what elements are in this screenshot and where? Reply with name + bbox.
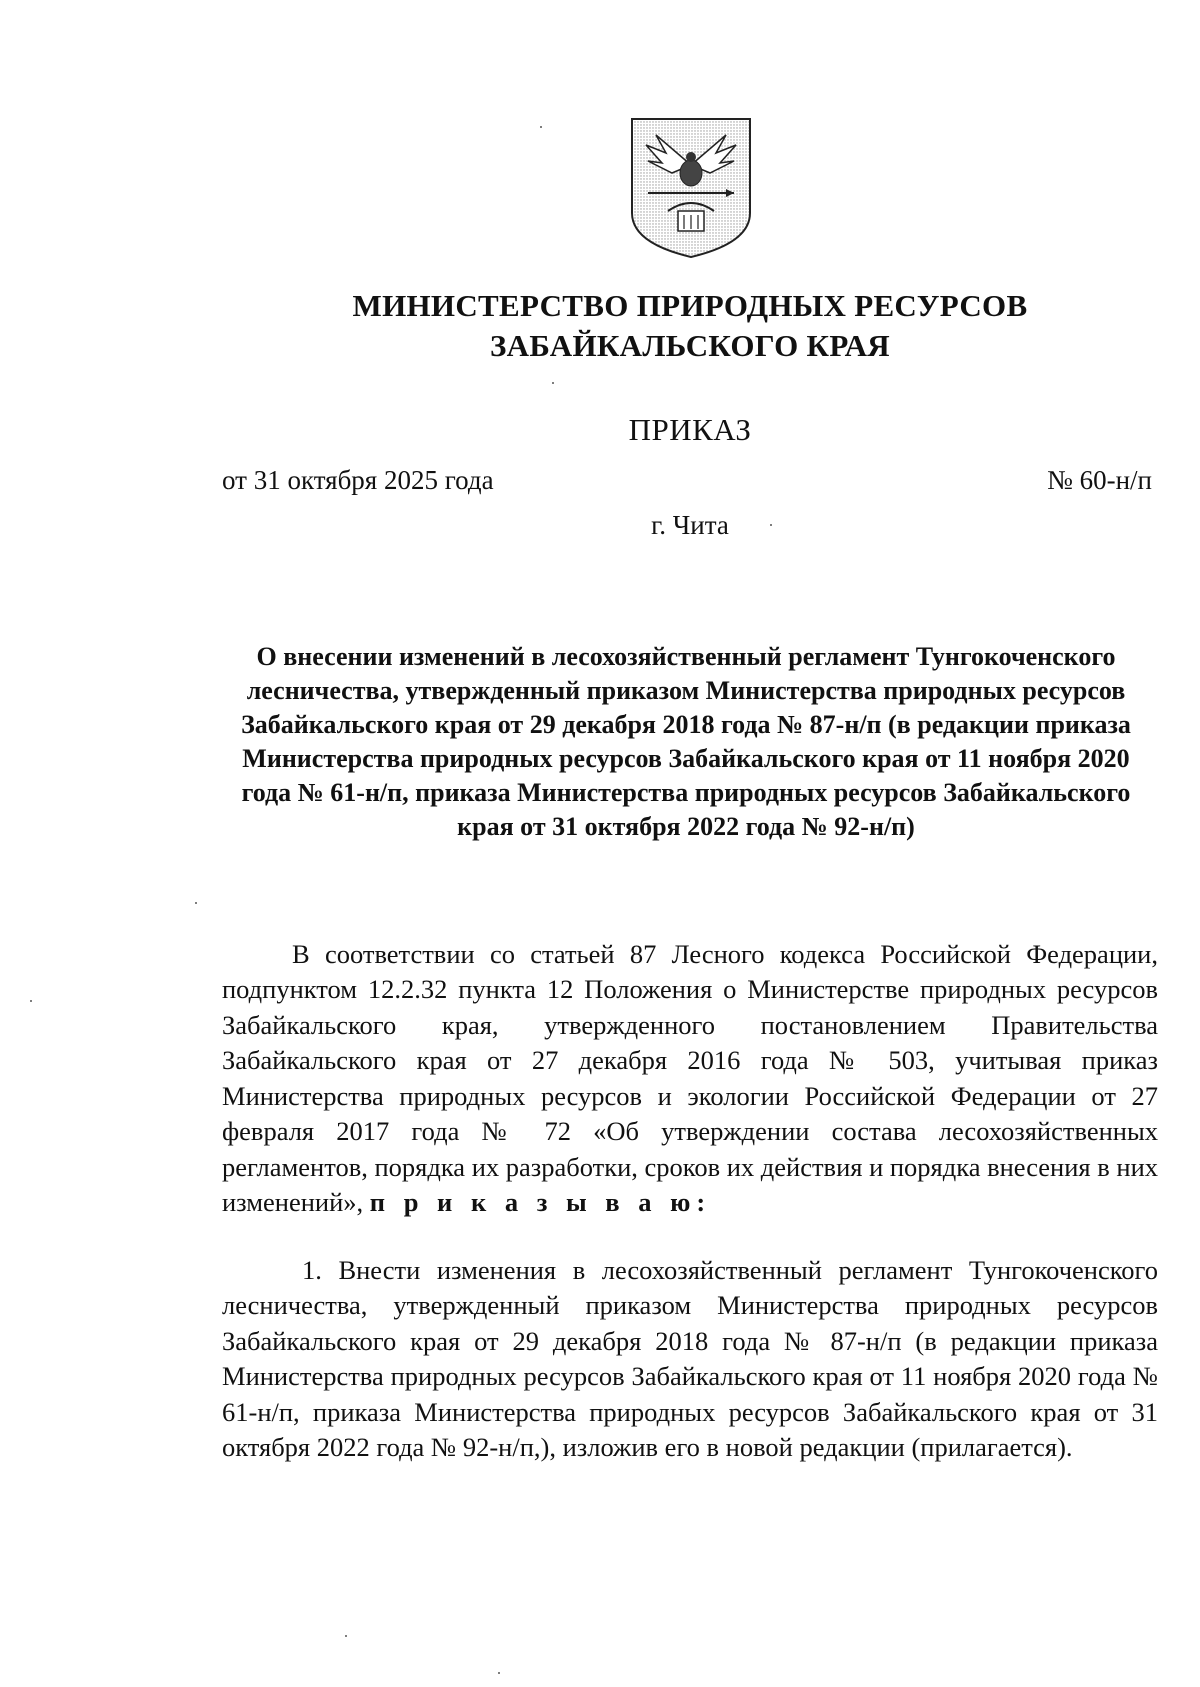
order-number: № 60-н/п: [1047, 465, 1152, 495]
document-type: ПРИКАЗ: [628, 412, 752, 447]
order-date: от 31 октября 2025 года: [222, 465, 494, 495]
scan-speck: [30, 1000, 32, 1002]
ministry-title-line-1: МИНИСТЕРСТВО ПРИРОДНЫХ РЕСУРСОВ: [352, 288, 1028, 323]
order-city: г. Чита: [651, 510, 729, 540]
ministry-title: [300, 286, 1080, 366]
scan-speck: [345, 1635, 347, 1637]
order-subject: О внесении изменений в лесохозяйственный регламент Тунгокоченского лесничества, утвержденный приказом Министерства природных ресурсов Забайкальского края от 29 декабря 2018 года № 87-н/п (в редакции приказа Министерства природных ресурсов Забайкальского края от 11 ноября 2020 года № 61-н/п, приказа Министерства природных ресурсов Забайкальского края от 31 октября 2022 года № 92-н/п): [241, 642, 1131, 841]
item-1-paragraph: 1. Внести изменения в лесохозяйственный регламент Тунгокоченского лесничества, утвержденный приказом Министерства природных ресурсов Забайкальского края от 29 декабря 2018 года № 87-н/п (в редакции приказа Министерства природных ресурсов Забайкальского края от 11 ноября 2020 года № 61-н/п, приказа Министерства природных ресурсов Забайкальского края от 31 октября 2022 года № 92-н/п,), изложив его в новой редакции (прилагается).: [222, 1254, 1158, 1462]
scan-speck: [770, 524, 772, 526]
scan-speck: [552, 382, 554, 384]
ministry-title-line-2: ЗАБАЙКАЛЬСКОГО КРАЯ: [490, 328, 890, 363]
preamble-paragraph: [222, 937, 1158, 1221]
preamble-text: В соответствии со статьей 87 Лесного кодекса Российской Федерации, подпунктом 12.2.32 пункта 12 Положения о Министерстве природных ресурсов Забайкальского края, утвержденного постановлением Правительства Забайкальского края от 27 декабря 2016 года № 503, учитывая приказ Министерства природных ресурсов и экологии Российской Федерации от 27 февраля 2017 года № 72 «Об утверждении состава лесохозяйственных регламентов, порядка их разработки, сроков их действия и порядка внесения в них изменений»,: [222, 938, 1158, 1217]
scan-speck: [195, 902, 197, 904]
coat-of-arms-icon: [628, 115, 754, 261]
order-word: п р и к а з ы в а ю:: [369, 1187, 712, 1217]
scan-speck: [540, 126, 542, 128]
scan-speck: [498, 1672, 500, 1674]
